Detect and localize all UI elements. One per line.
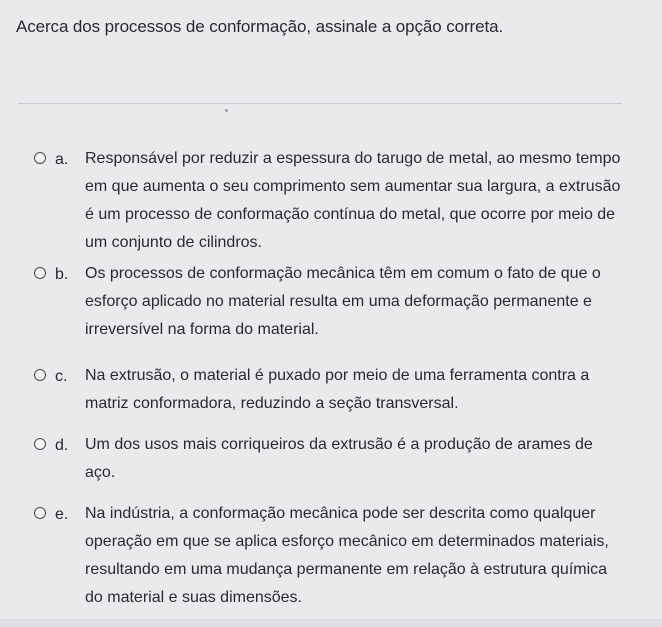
divider-dot — [225, 109, 228, 112]
radio-button-a[interactable] — [34, 152, 46, 164]
option-letter-e: e. — [55, 506, 69, 523]
divider — [18, 103, 622, 104]
radio-button-e[interactable] — [34, 507, 46, 519]
option-text-d: Um dos usos mais corriqueiros da extrusão é a produção de arames de aço. — [85, 436, 593, 481]
option-letter-d: d. — [55, 437, 69, 454]
radio-button-d[interactable] — [34, 438, 46, 450]
option-text-e: Na indústria, a conformação mecânica pode ser descrita como qualquer operação em que se aplica esforço mecânico em determinados materiais, resultando em uma mudança permanente em relação à estrutura química do material e suas dimensões. — [85, 505, 609, 606]
option-text-c: Na extrusão, o material é puxado por meio de uma ferramenta contra a matriz conformadora, reduzindo a seção transversal. — [85, 367, 590, 412]
option-text-b: Os processos de conformação mecânica têm em comum o fato de que o esforço aplicado no material resulta em uma deformação permanente e irreversível na forma do material. — [85, 265, 601, 338]
option-letter-a: a. — [55, 151, 69, 168]
option-letter-c: c. — [55, 368, 68, 385]
radio-button-b[interactable] — [34, 267, 46, 279]
bottom-strip — [0, 619, 662, 627]
option-text-a: Responsável por reduzir a espessura do tarugo de metal, ao mesmo tempo em que aumenta o seu comprimento sem aumentar sua largura, a extrusão é um processo de conformação contínua do metal, que ocorre por meio de um conjunto de cilindros. — [85, 150, 621, 251]
radio-button-c[interactable] — [34, 369, 46, 381]
question-text: Acerca dos processos de conformação, assinale a opção correta. — [16, 17, 504, 36]
option-letter-b: b. — [55, 266, 69, 283]
